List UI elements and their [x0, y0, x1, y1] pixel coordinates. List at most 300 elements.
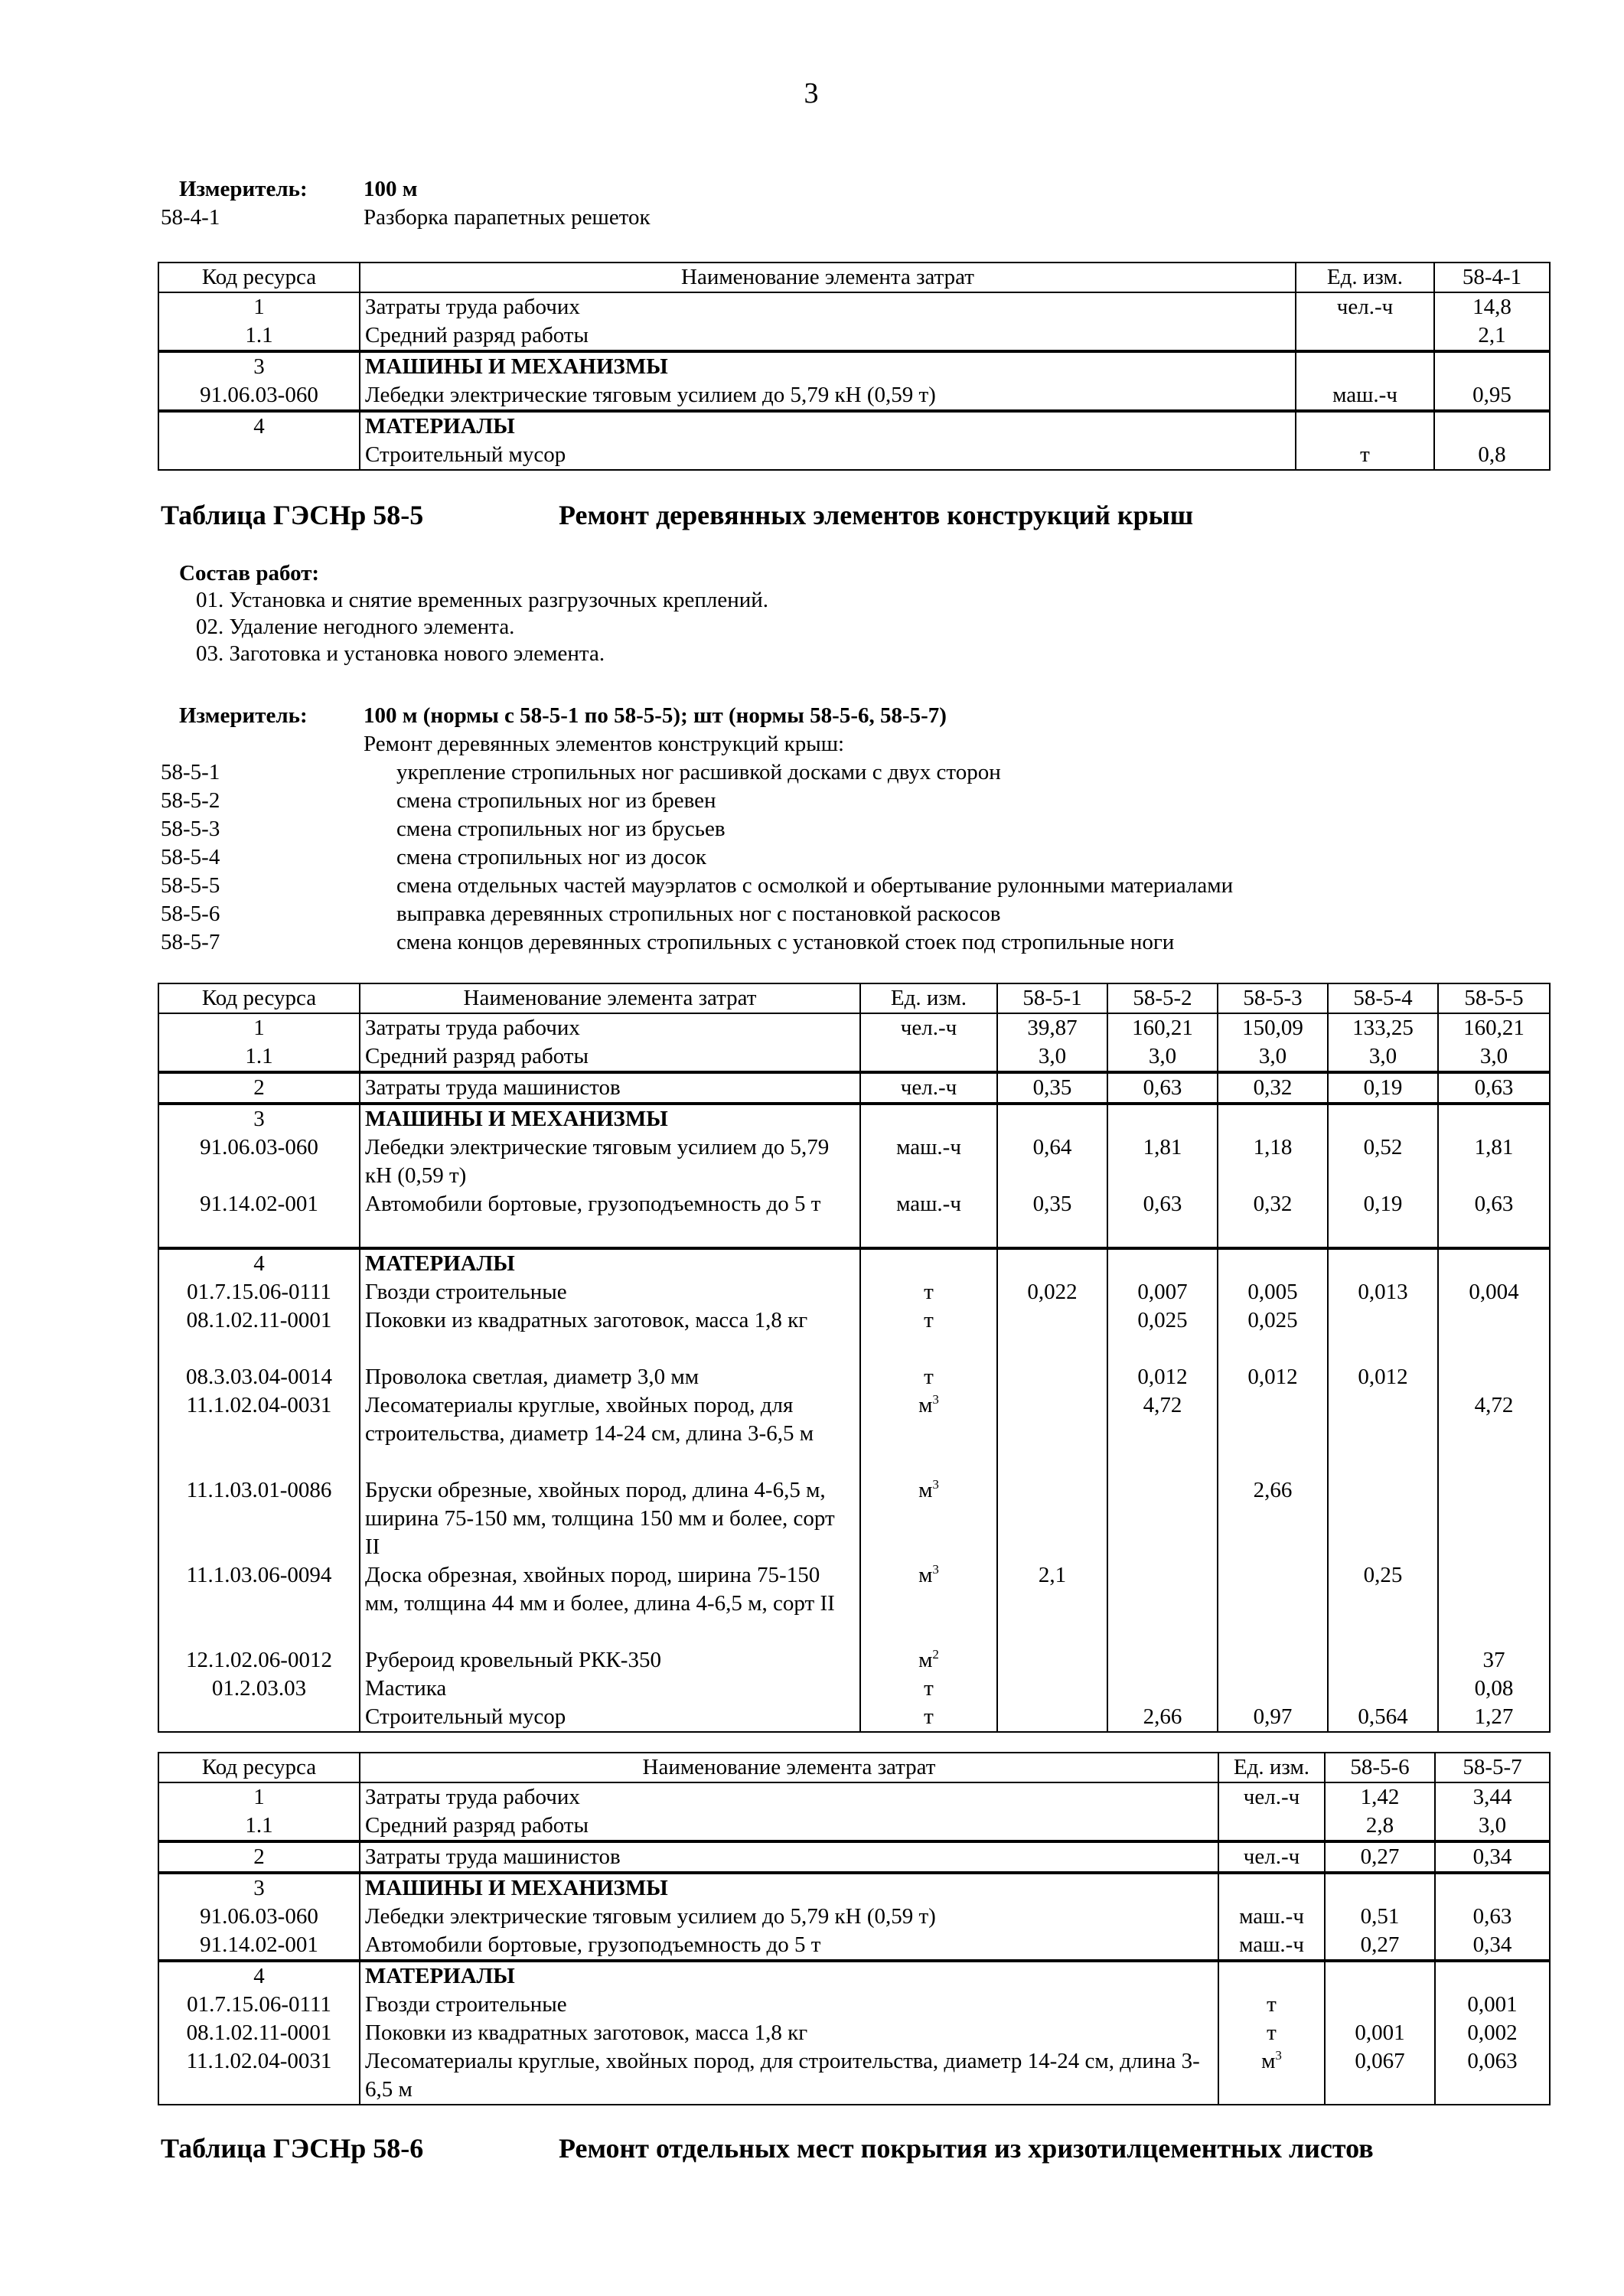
column-header: 58-5-3: [1218, 983, 1328, 1013]
norm-value: [1328, 1248, 1438, 1278]
resource-unit: [860, 1042, 997, 1072]
resource-unit: [1218, 1873, 1325, 1903]
resource-name: МАТЕРИАЛЫ: [360, 1961, 1218, 1991]
resource-code: 1.1: [158, 1812, 360, 1841]
norm-value: 3,0: [997, 1042, 1107, 1072]
unit-text: чел.-ч: [1336, 295, 1394, 319]
resource-name: Гвозди строительные: [360, 1991, 1218, 2019]
resource-code: 01.2.03.03: [158, 1675, 360, 1703]
table-row: [158, 1991, 1550, 2019]
norm-value: [1218, 1248, 1328, 1278]
norm-list-item: [161, 815, 1538, 843]
norm-desc: смена стропильных ног из бревен: [396, 788, 716, 813]
resource-unit: [1218, 1931, 1325, 1961]
unit-text: маш.-ч: [896, 1135, 961, 1159]
norm-value: 0,35: [997, 1190, 1107, 1248]
norm-value: 0,63: [1438, 1190, 1550, 1248]
column-header: Ед. изм.: [1296, 263, 1434, 292]
resource-name: Доска обрезная, хвойных пород, ширина 75-150 мм, толщина 44 мм и более, длина 4-6,5 м, сорт II: [360, 1561, 860, 1646]
norm-value: [1328, 1646, 1438, 1675]
unit-text: м: [918, 1563, 933, 1587]
resource-code: 1.1: [158, 321, 360, 351]
norm-value: [1438, 1248, 1550, 1278]
resource-unit: [1218, 2019, 1325, 2047]
norm-code: 58-5-1: [161, 760, 220, 784]
norm-value: 0,52: [1328, 1133, 1438, 1190]
norm-value: 3,0: [1218, 1042, 1328, 1072]
norm-value: 150,09: [1218, 1013, 1328, 1042]
norm-value: 133,25: [1328, 1013, 1438, 1042]
resource-code: 11.1.02.04-0031: [158, 1391, 360, 1476]
resource-code: 4: [158, 1248, 360, 1278]
norm-value: 0,012: [1218, 1363, 1328, 1391]
norm-value: [1218, 1104, 1328, 1133]
norm-value: [1328, 1306, 1438, 1363]
table-header-row: [158, 263, 1550, 292]
column-header: 58-4-1: [1434, 263, 1550, 292]
norm-list-item: [161, 787, 1538, 815]
resource-code: 1.1: [158, 1042, 360, 1072]
resource-name: Лебедки электрические тяговым усилием до 5,79 кН (0,59 т): [360, 1133, 860, 1190]
norm-value: [1435, 1961, 1550, 1991]
resource-code: 08.3.03.04-0014: [158, 1363, 360, 1391]
norm-value: 0,004: [1438, 1278, 1550, 1306]
norm-value: 0,564: [1328, 1703, 1438, 1732]
norm-value: 0,34: [1435, 1931, 1550, 1961]
norm-value: 0,022: [997, 1278, 1107, 1306]
resource-unit: [860, 1675, 997, 1703]
norm-value: [1328, 1391, 1438, 1476]
table-row: [158, 1961, 1550, 1991]
unit-text: чел.-ч: [900, 1016, 957, 1040]
work-item: 02. Удаление негодного элемента.: [196, 615, 515, 639]
resource-name: Затраты труда рабочих: [360, 1782, 1218, 1812]
table-row: [158, 2019, 1550, 2047]
resource-name: Мастика: [360, 1675, 860, 1703]
norm-value: 0,27: [1325, 1931, 1435, 1961]
norm-value: 160,21: [1438, 1013, 1550, 1042]
norm-list-item: [161, 758, 1538, 787]
resource-name: Гвозди строительные: [360, 1278, 860, 1306]
unit-text: чел.-ч: [1243, 1785, 1300, 1809]
norm-value: 0,35: [997, 1072, 1107, 1104]
resource-name: Автомобили бортовые, грузоподъемность до 5 т: [360, 1931, 1218, 1961]
unit-superscript: 3: [932, 1477, 939, 1492]
work-items: [179, 587, 768, 667]
resource-unit: [860, 1476, 997, 1561]
unit-text: т: [924, 1704, 934, 1729]
resource-code: 91.06.03-060: [158, 1903, 360, 1931]
norm-value: [1107, 1646, 1218, 1675]
norm-value: 14,8: [1434, 292, 1550, 321]
measure-label: Измеритель:: [179, 703, 308, 728]
norm-value: [1438, 1306, 1550, 1363]
column-header: 58-5-1: [997, 983, 1107, 1013]
unit-text: т: [924, 1280, 934, 1304]
resource-name: Средний разряд работы: [360, 1042, 860, 1072]
table-row: [158, 381, 1550, 411]
norm-value: [1438, 1104, 1550, 1133]
table-row: [158, 321, 1550, 351]
resource-name: Автомобили бортовые, грузоподъемность до 5 т: [360, 1190, 860, 1248]
resource-code: 1: [158, 292, 360, 321]
measure-value: 100 м: [364, 177, 418, 201]
resource-unit: [1296, 381, 1434, 411]
column-header: 58-5-5: [1438, 983, 1550, 1013]
unit-text: чел.-ч: [900, 1075, 957, 1100]
table-row: [158, 1812, 1550, 1841]
norm-list-item: [161, 872, 1538, 900]
norm-value: [997, 1306, 1107, 1363]
table-title-text: Ремонт отдельных мест покрытия из хризотилцементных листов: [559, 2133, 1374, 2164]
column-header: Код ресурса: [158, 983, 360, 1013]
norm-value: 160,21: [1107, 1013, 1218, 1042]
resource-name: МАШИНЫ И МЕХАНИЗМЫ: [360, 1104, 860, 1133]
resource-code: 91.06.03-060: [158, 1133, 360, 1190]
column-header: Ед. изм.: [860, 983, 997, 1013]
norm-value: 3,0: [1435, 1812, 1550, 1841]
norm-code: 58-5-5: [161, 873, 220, 898]
resource-unit: [1218, 1903, 1325, 1931]
unit-text: маш.-ч: [896, 1192, 961, 1216]
resource-code: 01.7.15.06-0111: [158, 1278, 360, 1306]
column-header: 58-5-4: [1328, 983, 1438, 1013]
unit-text: м: [1261, 2049, 1276, 2073]
resource-unit: [1296, 441, 1434, 470]
resource-code: 11.1.03.06-0094: [158, 1561, 360, 1646]
resource-name: Рубероид кровельный РКК-350: [360, 1646, 860, 1675]
norm-desc: укрепление стропильных ног расшивкой досками с двух сторон: [396, 760, 1001, 784]
norm-value: 0,025: [1107, 1306, 1218, 1363]
resource-name: Средний разряд работы: [360, 1812, 1218, 1841]
unit-text: маш.-ч: [1332, 383, 1397, 407]
norm-code: 58-5-2: [161, 788, 220, 813]
resource-name: Строительный мусор: [360, 441, 1296, 470]
norm-value: [1107, 1561, 1218, 1646]
resource-unit: [860, 1104, 997, 1133]
norm-value: 2,66: [1107, 1703, 1218, 1732]
norm-value: [1438, 1476, 1550, 1561]
norm-value: 2,66: [1218, 1476, 1328, 1561]
unit-superscript: 3: [1275, 2048, 1282, 2063]
column-header: Наименование элемента затрат: [360, 983, 860, 1013]
norm-value: [1328, 1104, 1438, 1133]
page-number: 3: [804, 77, 819, 109]
resource-code: 12.1.02.06-0012: [158, 1646, 360, 1675]
column-header: 58-5-6: [1325, 1753, 1435, 1782]
work-title: Состав работ:: [179, 561, 320, 585]
table-row: [158, 1561, 1550, 1646]
norm-value: 0,067: [1325, 2047, 1435, 2105]
resource-name: Затраты труда рабочих: [360, 1013, 860, 1042]
resource-name: Бруски обрезные, хвойных пород, длина 4-6,5 м, ширина 75-150 мм, толщина 150 мм и более, сорт II: [360, 1476, 860, 1561]
resource-unit: [860, 1013, 997, 1042]
resource-code: 4: [158, 1961, 360, 1991]
resource-unit: [860, 1248, 997, 1278]
resource-unit: [1296, 351, 1434, 381]
resource-name: Затраты труда рабочих: [360, 292, 1296, 321]
work-item: 03. Заготовка и установка нового элемента.: [196, 641, 605, 666]
resource-code: 4: [158, 411, 360, 441]
resource-unit: [1296, 411, 1434, 441]
norm-value: [1325, 1873, 1435, 1903]
norm-desc: Разборка парапетных решеток: [364, 205, 651, 230]
table-row: [158, 1363, 1550, 1391]
table-header-row: [158, 983, 1550, 1013]
resource-code: 3: [158, 1104, 360, 1133]
resource-unit: [1296, 292, 1434, 321]
resource-code: 11.1.02.04-0031: [158, 2047, 360, 2105]
norm-value: [997, 1476, 1107, 1561]
resource-unit: [1218, 1841, 1325, 1873]
norm-value: 0,007: [1107, 1278, 1218, 1306]
norm-value: 1,42: [1325, 1782, 1435, 1812]
norm-value: 3,0: [1107, 1042, 1218, 1072]
norm-value: [1434, 351, 1550, 381]
table-row: [158, 1306, 1550, 1363]
work-item: 01. Установка и снятие временных разгрузочных креплений.: [196, 588, 769, 612]
norm-code: 58-5-7: [161, 930, 220, 954]
table-row: [158, 1133, 1550, 1190]
norm-value: 0,012: [1328, 1363, 1438, 1391]
norm-list-item: [161, 900, 1538, 928]
resource-unit: [860, 1646, 997, 1675]
norm-value: [1218, 1391, 1328, 1476]
table-row: [158, 1646, 1550, 1675]
norm-value: [1107, 1675, 1218, 1703]
norm-value: [1107, 1104, 1218, 1133]
work-composition: [179, 560, 768, 667]
resource-name: МАШИНЫ И МЕХАНИЗМЫ: [360, 351, 1296, 381]
norm-value: 0,63: [1438, 1072, 1550, 1104]
unit-text: маш.-ч: [1239, 1904, 1304, 1929]
norm-value: 0,19: [1328, 1190, 1438, 1248]
norm-value: [997, 1104, 1107, 1133]
norm-value: 0,001: [1325, 2019, 1435, 2047]
resource-unit: [1218, 1782, 1325, 1812]
resource-name: Лебедки электрические тяговым усилием до 5,79 кН (0,59 т): [360, 1903, 1218, 1931]
norm-value: 0,19: [1328, 1072, 1438, 1104]
resource-unit: [860, 1561, 997, 1646]
norm-value: 0,34: [1435, 1841, 1550, 1873]
resource-unit: [1218, 1991, 1325, 2019]
norm-value: [1218, 1675, 1328, 1703]
resource-name: Затраты труда машинистов: [360, 1072, 860, 1104]
norm-desc: смена стропильных ног из брусьев: [396, 817, 726, 841]
measure-label: Измеритель:: [179, 177, 308, 201]
unit-text: т: [924, 1676, 934, 1701]
resource-unit: [1296, 321, 1434, 351]
norm-value: [997, 1646, 1107, 1675]
resource-table-58-5-6-7: [158, 1752, 1551, 2105]
table-body: [158, 263, 1550, 470]
norm-value: 0,025: [1218, 1306, 1328, 1363]
norm-value: 0,8: [1434, 441, 1550, 470]
unit-text: м: [918, 1648, 933, 1672]
norm-value: [1328, 1476, 1438, 1561]
column-header: Код ресурса: [158, 1753, 360, 1782]
column-header: Код ресурса: [158, 263, 360, 292]
norm-value: [1435, 1873, 1550, 1903]
resource-name: МАШИНЫ И МЕХАНИЗМЫ: [360, 1873, 1218, 1903]
table-row: [158, 411, 1550, 441]
norm-value: [1325, 1991, 1435, 2019]
norm-value: [1107, 1476, 1218, 1561]
norm-value: 0,95: [1434, 381, 1550, 411]
unit-text: т: [1267, 2020, 1277, 2045]
norm-desc: выправка деревянных стропильных ног с постановкой раскосов: [396, 902, 1001, 926]
norm-value: 0,063: [1435, 2047, 1550, 2105]
resource-code: 3: [158, 351, 360, 381]
table-title-label: Таблица ГЭСНр 58-5: [161, 500, 424, 530]
resource-name: Поковки из квадратных заготовок, масса 1,8 кг: [360, 2019, 1218, 2047]
norm-value: 0,002: [1435, 2019, 1550, 2047]
resource-unit: [860, 1306, 997, 1363]
resource-name: Строительный мусор: [360, 1703, 860, 1732]
norm-value: [1434, 411, 1550, 441]
table-row: [158, 1675, 1550, 1703]
norm-desc: смена отдельных частей мауэрлатов с осмолкой и обертывание рулонными материалами: [396, 873, 1234, 898]
norm-desc: смена концов деревянных стропильных с установкой стоек под стропильные ноги: [396, 930, 1175, 954]
table-header-row: [158, 1753, 1550, 1782]
resource-unit: [860, 1278, 997, 1306]
norm-value: 0,013: [1328, 1278, 1438, 1306]
resource-code: [158, 441, 360, 470]
norm-value: 3,0: [1328, 1042, 1438, 1072]
resource-code: 08.1.02.11-0001: [158, 1306, 360, 1363]
column-header: Наименование элемента затрат: [360, 263, 1296, 292]
column-header: Наименование элемента затрат: [360, 1753, 1218, 1782]
column-header: Ед. изм.: [1218, 1753, 1325, 1782]
resource-unit: [1218, 1812, 1325, 1841]
measure-block-58-4: [161, 175, 1462, 232]
norm-value: 1,27: [1438, 1703, 1550, 1732]
unit-text: м: [918, 1393, 933, 1417]
table-row: [158, 1104, 1550, 1133]
unit-text: т: [1360, 442, 1370, 467]
unit-text: маш.-ч: [1239, 1932, 1304, 1957]
table-row: [158, 292, 1550, 321]
resource-unit: [1218, 2047, 1325, 2105]
resource-name: Проволока светлая, диаметр 3,0 мм: [360, 1363, 860, 1391]
resource-code: 11.1.03.01-0086: [158, 1476, 360, 1561]
table-row: [158, 1703, 1550, 1732]
norm-value: 0,51: [1325, 1903, 1435, 1931]
norm-value: 1,18: [1218, 1133, 1328, 1190]
table-row: [158, 1072, 1550, 1104]
norm-value: 0,32: [1218, 1190, 1328, 1248]
unit-text: т: [924, 1365, 934, 1389]
table-row: [158, 1248, 1550, 1278]
norm-list-item: [161, 843, 1538, 872]
resource-code: 91.14.02-001: [158, 1190, 360, 1248]
resource-name: МАТЕРИАЛЫ: [360, 1248, 860, 1278]
table-title-label: Таблица ГЭСНр 58-6: [161, 2133, 424, 2164]
resource-name: Средний разряд работы: [360, 321, 1296, 351]
resource-name: Поковки из квадратных заготовок, масса 1,8 кг: [360, 1306, 860, 1363]
resource-code: 1: [158, 1013, 360, 1042]
measure-block-58-5: [161, 702, 1538, 957]
table-row: [158, 351, 1550, 381]
table-title-58-5: [161, 499, 1194, 531]
norm-value: [1107, 1248, 1218, 1278]
norm-intro: Ремонт деревянных элементов конструкций крыш:: [364, 732, 845, 756]
norm-value: 0,27: [1325, 1841, 1435, 1873]
norm-list: [161, 758, 1538, 957]
resource-name: Затраты труда машинистов: [360, 1841, 1218, 1873]
norm-value: 3,44: [1435, 1782, 1550, 1812]
norm-value: 0,005: [1218, 1278, 1328, 1306]
table-row: [158, 1841, 1550, 1873]
norm-value: [1218, 1561, 1328, 1646]
resource-code: [158, 1703, 360, 1732]
resource-code: 2: [158, 1072, 360, 1104]
norm-code: 58-4-1: [161, 205, 220, 230]
norm-value: 3,0: [1438, 1042, 1550, 1072]
resource-code: 91.06.03-060: [158, 381, 360, 411]
resource-unit: [860, 1391, 997, 1476]
norm-value: 2,1: [997, 1561, 1107, 1646]
norm-value: [1325, 1961, 1435, 1991]
column-header: 58-5-2: [1107, 983, 1218, 1013]
norm-value: [1438, 1561, 1550, 1646]
table-title-58-6: [161, 2132, 1374, 2164]
norm-value: 0,63: [1107, 1072, 1218, 1104]
norm-value: [1438, 1363, 1550, 1391]
table-body: [158, 983, 1550, 1732]
norm-value: 2,8: [1325, 1812, 1435, 1841]
resource-code: 01.7.15.06-0111: [158, 1991, 360, 2019]
unit-superscript: 3: [932, 1562, 939, 1577]
norm-value: 0,64: [997, 1133, 1107, 1190]
norm-value: [997, 1248, 1107, 1278]
resource-table-58-4-1: [158, 262, 1551, 471]
unit-superscript: 3: [932, 1392, 939, 1407]
resource-name: Лесоматериалы круглые, хвойных пород, для строительства, диаметр 14-24 см, длина 3-6,5 м: [360, 2047, 1218, 2105]
norm-value: [1218, 1646, 1328, 1675]
unit-text: чел.-ч: [1243, 1844, 1300, 1869]
norm-value: 0,63: [1107, 1190, 1218, 1248]
table-row: [158, 1931, 1550, 1961]
resource-unit: [860, 1703, 997, 1732]
norm-list-item: [161, 928, 1538, 957]
resource-unit: [860, 1363, 997, 1391]
table-row: [158, 1782, 1550, 1812]
norm-value: 0,25: [1328, 1561, 1438, 1646]
norm-value: [997, 1363, 1107, 1391]
column-header: 58-5-7: [1435, 1753, 1550, 1782]
resource-code: 08.1.02.11-0001: [158, 2019, 360, 2047]
table-row: [158, 1190, 1550, 1248]
norm-value: 0,001: [1435, 1991, 1550, 2019]
table-row: [158, 1042, 1550, 1072]
resource-table-58-5-1-5: [158, 983, 1551, 1733]
norm-value: 4,72: [1438, 1391, 1550, 1476]
norm-value: 4,72: [1107, 1391, 1218, 1476]
table-row: [158, 2047, 1550, 2105]
norm-value: 39,87: [997, 1013, 1107, 1042]
norm-value: 0,32: [1218, 1072, 1328, 1104]
resource-code: 1: [158, 1782, 360, 1812]
resource-name: МАТЕРИАЛЫ: [360, 411, 1296, 441]
norm-value: [997, 1703, 1107, 1732]
table-row: [158, 1013, 1550, 1042]
resource-unit: [1218, 1961, 1325, 1991]
table-row: [158, 441, 1550, 470]
table-row: [158, 1391, 1550, 1476]
table-row: [158, 1476, 1550, 1561]
resource-unit: [860, 1072, 997, 1104]
